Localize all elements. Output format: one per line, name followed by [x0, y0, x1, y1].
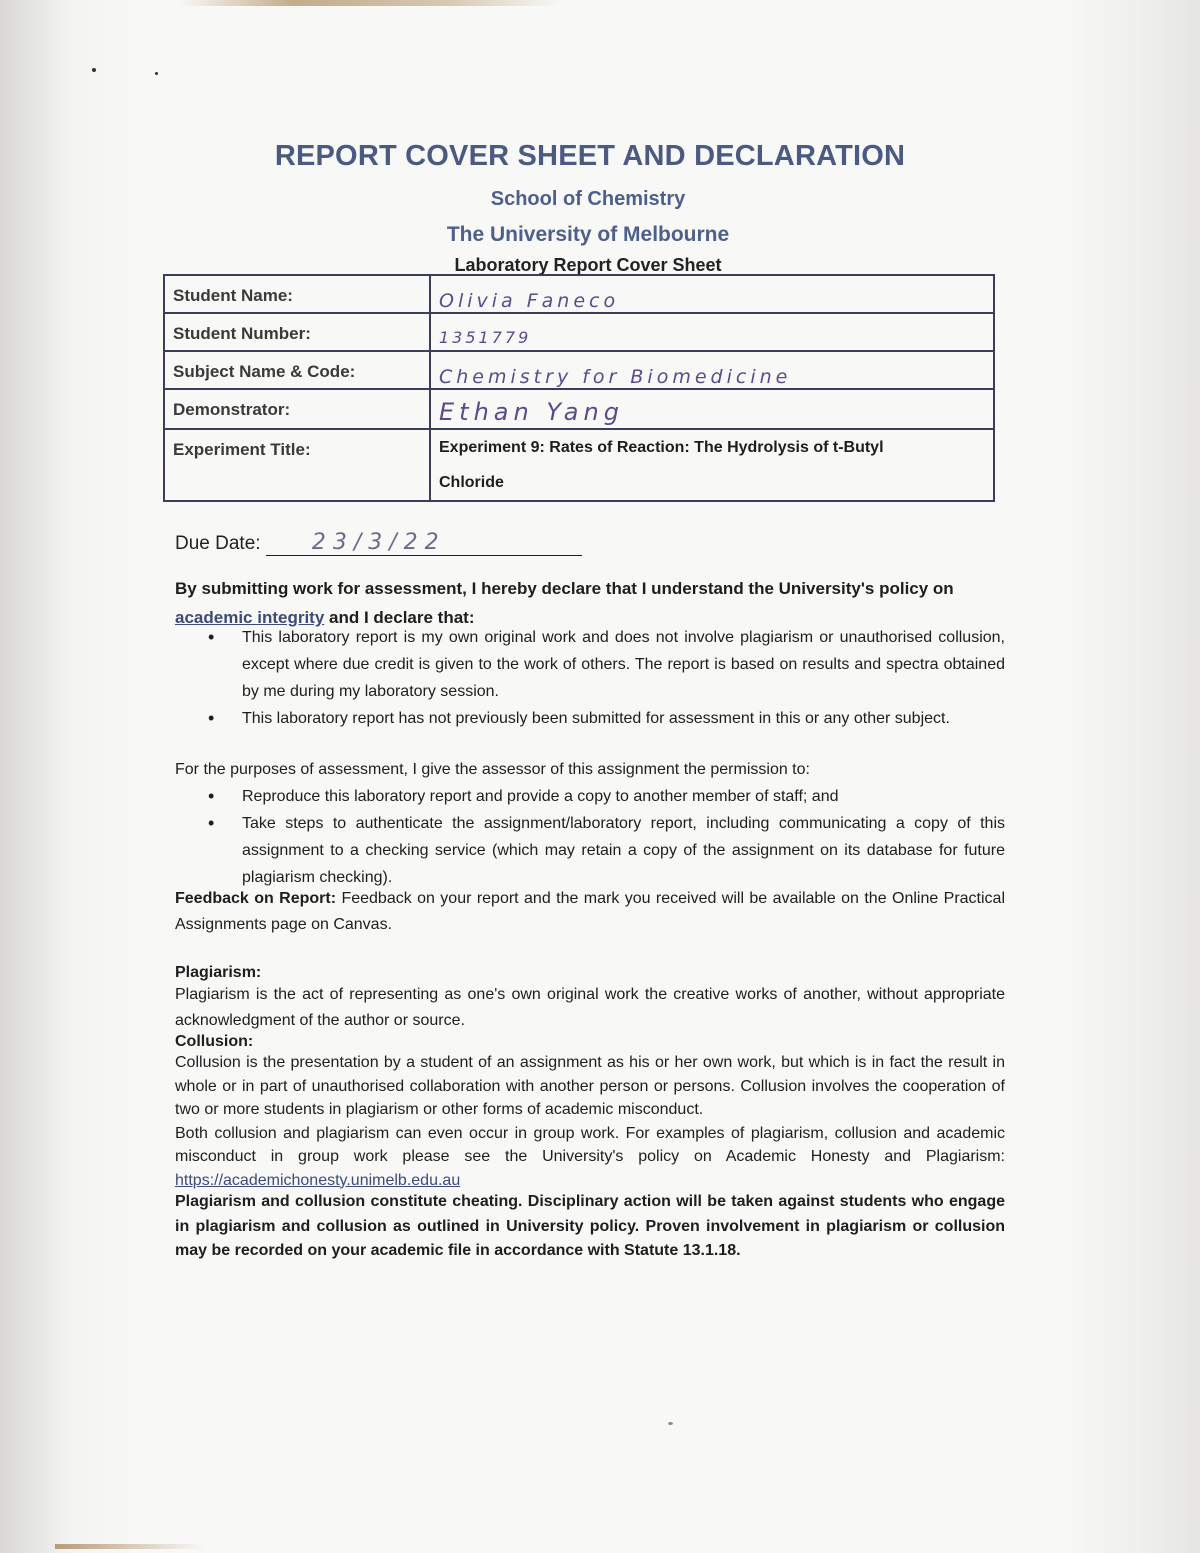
student-number-label: Student Number:: [164, 313, 430, 351]
experiment-title-value: [430, 429, 994, 501]
paper-stain: [55, 1544, 205, 1549]
academic-honesty-link[interactable]: https://academichonesty.unimelb.edu.au: [175, 1171, 461, 1189]
feedback-section: [175, 886, 1005, 937]
cheating-statement: Plagiarism and collusion constitute cheating. Disciplinary action will be taken against students who engage in plagiarism and collusion as outlined in University policy. Proven involvement in plagiarism or collusion may be recorded on your academic file in accordance with Statute 13.1.18.: [175, 1193, 1005, 1259]
paper-stain: [180, 0, 560, 6]
due-date-label: Due Date:: [175, 533, 261, 554]
list-item: • This laboratory report is my own original work and does not involve plagiarism or unauthorised collusion, except where due credit is given to the work of others. The report is based on results and spectra obtained by me during my laboratory session.: [200, 624, 1005, 705]
dust-speck: [668, 1422, 673, 1425]
declaration-intro: By submitting work for assessment, I hereby declare that I understand the University's policy on academic integrity and I declare that:: [175, 579, 954, 627]
collusion-definition: Collusion is the presentation by a student of an assignment as his or her own work, but which is in fact the result in whole or in part of unauthorised collaboration with another person or persons. Collusion involves the cooperation of two or more students in plagiarism or other forms of academic misconduct.: [175, 1054, 1005, 1118]
demonstrator-value: Ethan Yang: [430, 389, 994, 429]
table-row: [164, 389, 994, 429]
feedback-heading: Feedback on Report:: [175, 890, 337, 907]
student-name-label: Student Name:: [164, 275, 430, 313]
experiment-title-label: Experiment Title:: [164, 429, 430, 501]
student-number-value: 1351779: [430, 313, 994, 351]
academic-integrity-link[interactable]: academic integrity: [175, 608, 325, 627]
experiment-title-line2: Chloride: [439, 474, 504, 491]
university-name: The University of Melbourne: [446, 223, 730, 246]
feedback-text: Feedback on your report and the mark you received will be available on the Online Practical Assignments page on Canvas.: [175, 890, 1005, 933]
school-name: School of Chemistry: [490, 188, 686, 210]
table-row: [164, 275, 994, 313]
plagiarism-text: Plagiarism is the act of representing as one's own original work the creative works of another, without appropriate acknowledgment of the author or source.: [175, 986, 1005, 1029]
plagiarism-heading: Plagiarism:: [175, 964, 262, 981]
dust-speck: [92, 68, 96, 72]
collusion-heading: Collusion:: [175, 1033, 254, 1050]
group-work-text: Both collusion and plagiarism can even occur in group work. For examples of plagiarism, collusion and academic misconduct in group work please see the University's policy on Academic Honesty and Plagiarism:: [175, 1124, 1005, 1165]
list-item: • This laboratory report has not previously been submitted for assessment in this or any other subject.: [200, 705, 1005, 732]
purposes-list: [200, 783, 1005, 891]
experiment-title-line1: Experiment 9: Rates of Reaction: The Hydrolysis of t-Butyl: [439, 439, 884, 456]
table-row: [164, 313, 994, 351]
table-row: [164, 351, 994, 389]
table-row: [164, 429, 994, 501]
cover-sheet-label: Laboratory Report Cover Sheet: [454, 255, 722, 275]
due-date-value: 23/3/22: [266, 530, 582, 556]
cover-details-table: [163, 274, 995, 502]
document-title: REPORT COVER SHEET AND DECLARATION: [274, 140, 906, 172]
student-name-value: Olivia Faneco: [430, 275, 994, 313]
dust-speck: [155, 72, 158, 75]
subject-name-label: Subject Name & Code:: [164, 351, 430, 389]
list-item: • Take steps to authenticate the assignment/laboratory report, including communicating a copy of this assignment to a checking service (which may retain a copy of the assignment on its database for future plagiarism checking).: [200, 810, 1005, 891]
purposes-intro: For the purposes of assessment, I give the assessor of this assignment the permission to:: [175, 761, 810, 778]
due-date: [175, 530, 582, 556]
subject-name-value: Chemistry for Biomedicine: [430, 351, 994, 389]
list-item: • Reproduce this laboratory report and provide a copy to another member of staff; and: [200, 783, 1005, 810]
demonstrator-label: Demonstrator:: [164, 389, 430, 429]
collusion-text: [175, 1051, 1005, 1192]
declaration-list: [200, 624, 1005, 732]
